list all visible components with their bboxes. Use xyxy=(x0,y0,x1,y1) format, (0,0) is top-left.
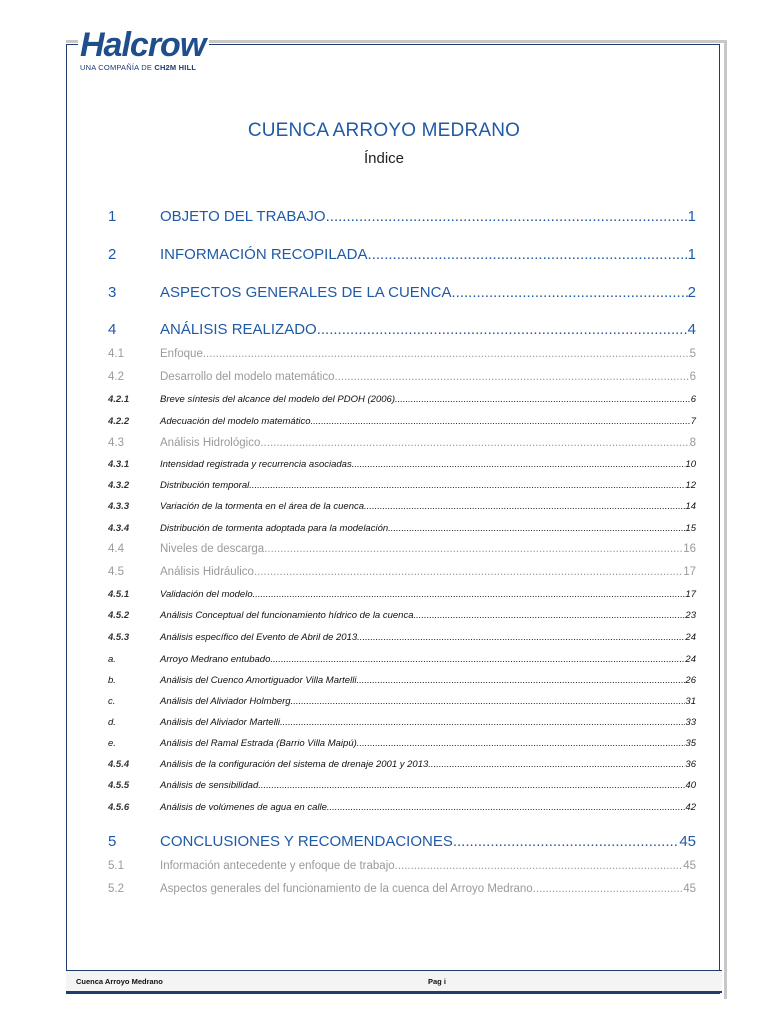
toc-leader-dots xyxy=(388,523,685,534)
toc-leader-dots xyxy=(280,717,685,728)
toc-entry-title: Intensidad registrada y recurrencia asociadas xyxy=(160,459,352,470)
toc-entry-number: 5 xyxy=(108,833,117,850)
toc-entry[interactable] xyxy=(108,566,696,578)
toc-entry[interactable] xyxy=(108,459,696,470)
toc-entry[interactable] xyxy=(108,738,696,749)
toc-entry-number: 4.1 xyxy=(108,348,124,360)
toc-entry-page: 4 xyxy=(687,321,696,338)
toc-entry[interactable] xyxy=(108,589,696,600)
toc-leader-dots xyxy=(270,654,685,665)
toc-entry-number: 4.5.3 xyxy=(108,632,130,643)
toc-leader-dots xyxy=(254,566,683,578)
footer-document-name: Cuenca Arroyo Medrano xyxy=(76,977,163,986)
toc-entry-title: Análisis del Ramal Estrada (Barrio Villa Maipú) xyxy=(160,738,357,749)
toc-entry-number: 4 xyxy=(108,321,117,338)
toc-entry-page: 31 xyxy=(685,696,696,707)
toc-leader-dots xyxy=(311,416,691,427)
toc-entry-title: Arroyo Medrano entubado xyxy=(160,654,271,665)
toc-entry-page: 12 xyxy=(685,480,696,491)
toc-entry[interactable] xyxy=(108,860,696,872)
toc-leader-dots xyxy=(395,860,684,872)
toc-entry-number: 4.2.2 xyxy=(108,416,130,427)
toc-entry-page: 23 xyxy=(685,610,696,621)
toc-entry[interactable] xyxy=(108,480,696,491)
toc-leader-dots xyxy=(203,348,690,360)
toc-entry-page: 5 xyxy=(689,348,696,360)
toc-entry-number: d. xyxy=(108,717,116,728)
toc-leader-dots xyxy=(357,738,686,749)
toc-entry[interactable] xyxy=(108,371,696,383)
toc-entry-title: Distribución de tormenta adoptada para la modelación xyxy=(160,523,389,534)
toc-entry-number: 4.5.4 xyxy=(108,759,130,770)
toc-entry-title: Análisis Hidráulico xyxy=(160,566,254,578)
toc-entry-title: Análisis del Aliviador Holmberg xyxy=(160,696,291,707)
toc-entry-number: 4.3.4 xyxy=(108,523,130,534)
toc-entry-number: a. xyxy=(108,654,116,665)
toc-entry[interactable] xyxy=(108,883,696,895)
toc-leader-dots xyxy=(453,833,679,850)
toc-entry-page: 45 xyxy=(683,883,696,895)
toc-entry-title: Breve síntesis del alcance del modelo del PDOH (2006) xyxy=(160,394,395,405)
toc-entry-title: Información antecedente y enfoque de trabajo xyxy=(160,860,395,872)
toc-entry-title: Adecuación del modelo matemático xyxy=(160,416,311,427)
toc-entry-number: 1 xyxy=(108,208,117,225)
toc-leader-dots xyxy=(264,543,683,555)
toc-entry-title: Variación de la tormenta en el área de la cuenca xyxy=(160,501,365,512)
toc-entry[interactable] xyxy=(108,246,696,263)
toc-leader-dots xyxy=(317,321,688,338)
toc-entry[interactable] xyxy=(108,501,696,512)
toc-leader-dots xyxy=(451,284,687,301)
toc-leader-dots xyxy=(253,589,686,600)
toc-entry-number: 4.5.1 xyxy=(108,589,130,600)
toc-leader-dots xyxy=(335,371,690,383)
toc-leader-dots xyxy=(352,459,686,470)
toc-entry-page: 2 xyxy=(687,284,696,301)
toc-leader-dots xyxy=(368,246,688,263)
toc-entry-title: Análisis específico del Evento de Abril de 2013 xyxy=(160,632,358,643)
toc-entry-page: 1 xyxy=(687,208,696,225)
toc-entry-title: Análisis del Aliviador Martelli xyxy=(160,717,281,728)
toc-entry-page: 33 xyxy=(685,717,696,728)
toc-entry-number: c. xyxy=(108,696,116,707)
toc-entry[interactable] xyxy=(108,759,696,770)
toc-entry-page: 15 xyxy=(685,523,696,534)
document-title: CUENCA ARROYO MEDRANO xyxy=(247,120,521,141)
toc-entry-page: 26 xyxy=(685,675,696,686)
toc-entry-number: 5.2 xyxy=(108,883,124,895)
toc-entry-title: Análisis de volúmenes de agua en calle xyxy=(160,802,327,813)
toc-entry-page: 40 xyxy=(685,780,696,791)
toc-entry[interactable] xyxy=(108,802,696,813)
toc-entry-number: 3 xyxy=(108,284,117,301)
toc-leader-dots xyxy=(258,780,685,791)
toc-entry-title: INFORMACIÓN RECOPILADA xyxy=(160,246,368,263)
logo-tagline-brand: CH2M HILL xyxy=(154,63,197,72)
toc-entry-page: 10 xyxy=(685,459,696,470)
toc-entry-number: 4.3.2 xyxy=(108,480,130,491)
toc-leader-dots xyxy=(357,632,685,643)
footer-page-number: Pag i xyxy=(428,977,446,986)
toc-entry[interactable] xyxy=(108,717,696,728)
toc-entry-number: 4.2.1 xyxy=(108,394,130,405)
toc-leader-dots xyxy=(428,759,685,770)
toc-entry[interactable] xyxy=(108,833,696,850)
toc-leader-dots xyxy=(260,437,689,449)
toc-leader-dots xyxy=(249,480,685,491)
halcrow-logo xyxy=(78,28,209,74)
page-border xyxy=(66,44,720,994)
toc-entry-title: Desarrollo del modelo matemático xyxy=(160,371,335,383)
toc-entry-page: 8 xyxy=(689,437,696,449)
toc-entry-number: 2 xyxy=(108,246,117,263)
toc-entry[interactable] xyxy=(108,632,696,643)
toc-entry-number: 5.1 xyxy=(108,860,124,872)
logo-tagline xyxy=(80,63,205,72)
toc-entry-page: 36 xyxy=(685,759,696,770)
toc-entry-page: 24 xyxy=(685,632,696,643)
toc-entry[interactable] xyxy=(108,675,696,686)
toc-entry-number: 4.5.6 xyxy=(108,802,130,813)
toc-entry-number: 4.3.1 xyxy=(108,459,130,470)
toc-entry-page: 17 xyxy=(685,589,696,600)
toc-entry-page: 7 xyxy=(690,416,696,427)
toc-entry-number: 4.5 xyxy=(108,566,124,578)
toc-entry-page: 6 xyxy=(689,371,696,383)
toc-entry-number: 4.4 xyxy=(108,543,124,555)
toc-entry[interactable] xyxy=(108,780,696,791)
toc-entry-page: 24 xyxy=(685,654,696,665)
toc-entry-title: Aspectos generales del funcionamiento de la cuenca del Arroyo Medrano xyxy=(160,883,533,895)
toc-entry-number: 4.2 xyxy=(108,371,124,383)
toc-entry[interactable] xyxy=(108,348,696,360)
toc-entry-number: 4.5.5 xyxy=(108,780,130,791)
logo-wordmark: Halcrow xyxy=(80,26,206,64)
toc-leader-dots xyxy=(364,501,685,512)
toc-entry-title: Niveles de descarga xyxy=(160,543,265,555)
toc-leader-dots xyxy=(356,675,685,686)
toc-entry-page: 45 xyxy=(683,860,696,872)
toc-entry-title: ANÁLISIS REALIZADO xyxy=(160,321,317,338)
toc-entry-title: Enfoque xyxy=(160,348,203,360)
toc-entry-title: OBJETO DEL TRABAJO xyxy=(160,208,326,225)
toc-entry-title: Análisis Conceptual del funcionamiento hídrico de la cuenca xyxy=(160,610,414,621)
toc-entry-title: Análisis de sensibilidad xyxy=(160,780,259,791)
toc-entry[interactable] xyxy=(108,284,696,301)
toc-leader-dots xyxy=(326,208,688,225)
logo-tagline-prefix: UNA COMPAÑÍA DE xyxy=(80,63,155,72)
toc-entry-page: 16 xyxy=(683,543,696,555)
toc-entry-page: 42 xyxy=(685,802,696,813)
toc-entry-number: e. xyxy=(108,738,116,749)
toc-entry[interactable] xyxy=(108,654,696,665)
toc-entry-title: Distribución temporal xyxy=(160,480,250,491)
toc-entry-page: 1 xyxy=(687,246,696,263)
toc-entry-number: 4.3 xyxy=(108,437,124,449)
toc-entry[interactable] xyxy=(108,543,696,555)
toc-leader-dots xyxy=(533,883,683,895)
toc-leader-dots xyxy=(414,610,686,621)
toc-entry[interactable] xyxy=(108,394,696,405)
toc-entry[interactable] xyxy=(108,523,696,534)
toc-entry-title: Análisis Hidrológico xyxy=(160,437,261,449)
toc-entry-page: 6 xyxy=(690,394,696,405)
toc-entry[interactable] xyxy=(108,696,696,707)
toc-entry[interactable] xyxy=(108,416,696,427)
toc-entry-number: 4.3.3 xyxy=(108,501,130,512)
toc-leader-dots xyxy=(327,802,686,813)
document-subtitle: Índice xyxy=(363,150,405,167)
toc-entry-title: CONCLUSIONES Y RECOMENDACIONES xyxy=(160,833,453,850)
toc-leader-dots xyxy=(395,394,691,405)
toc-entry-title: ASPECTOS GENERALES DE LA CUENCA xyxy=(160,284,452,301)
toc-entry-page: 45 xyxy=(679,833,696,850)
toc-entry[interactable] xyxy=(108,321,696,338)
toc-leader-dots xyxy=(291,696,686,707)
toc-entry-page: 14 xyxy=(685,501,696,512)
toc-entry-number: 4.5.2 xyxy=(108,610,130,621)
toc-entry-page: 35 xyxy=(685,738,696,749)
toc-entry-title: Análisis de la configuración del sistema de drenaje 2001 y 2013 xyxy=(160,759,429,770)
toc-entry-title: Análisis del Cuenco Amortiguador Villa Martelli xyxy=(160,675,357,686)
toc-entry[interactable] xyxy=(108,610,696,621)
page-footer xyxy=(66,970,722,993)
toc-entry-number: b. xyxy=(108,675,116,686)
toc-entry[interactable] xyxy=(108,437,696,449)
toc-entry-title: Validación del modelo xyxy=(160,589,253,600)
toc-entry-page: 17 xyxy=(683,566,696,578)
toc-entry[interactable] xyxy=(108,208,696,225)
